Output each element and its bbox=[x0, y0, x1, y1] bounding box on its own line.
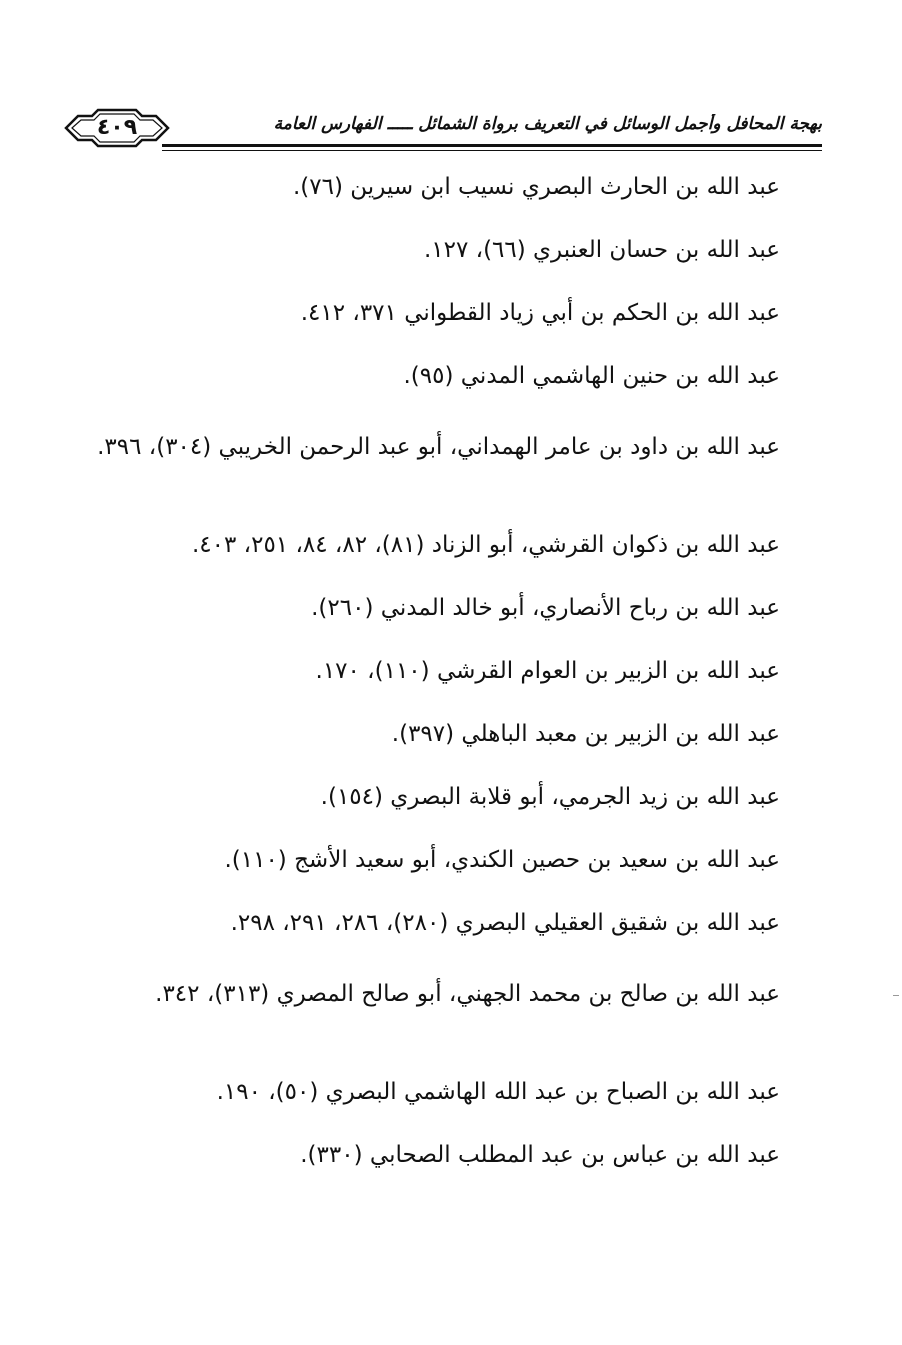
index-entry: عبد الله بن الزبير بن معبد الباهلي (٣٩٧). bbox=[391, 721, 780, 747]
header-rule bbox=[162, 144, 822, 147]
index-entry: عبد الله بن عباس بن عبد المطلب الصحابي (٣٣٠). bbox=[300, 1142, 780, 1168]
running-header bbox=[62, 102, 822, 156]
index-entry: عبد الله بن داود بن عامر الهمداني، أبو عبد الرحمن الخريبي (٣٠٤)، ٣٩٦. bbox=[97, 434, 780, 460]
index-entry: عبد الله بن الزبير بن العوام القرشي (١١٠)، ١٧٠. bbox=[315, 658, 780, 684]
index-entry: عبد الله بن رباح الأنصاري، أبو خالد المدني (٢٦٠). bbox=[311, 595, 780, 621]
index-entry: عبد الله بن الحكم بن أبي زياد القطواني ٣٧١، ٤١٢. bbox=[300, 300, 780, 326]
page-number-ornament bbox=[62, 108, 172, 148]
index-entry: عبد الله بن شقيق العقيلي البصري (٢٨٠)، ٢٨٦، ٢٩١، ٢٩٨. bbox=[230, 910, 780, 936]
margin-mark bbox=[893, 995, 899, 996]
index-entry: عبد الله بن سعيد بن حصين الكندي، أبو سعيد الأشج (١١٠). bbox=[224, 847, 780, 873]
index-entry: عبد الله بن حسان العنبري (٦٦)، ١٢٧. bbox=[423, 237, 780, 263]
index-entry: عبد الله بن صالح بن محمد الجهني، أبو صالح المصري (٣١٣)، ٣٤٢. bbox=[155, 981, 780, 1007]
index-entry: عبد الله بن الصباح بن عبد الله الهاشمي البصري (٥٠)، ١٩٠. bbox=[216, 1079, 780, 1105]
running-header-title: بهجة المحافل وأجمل الوسائل في التعريف برواة الشمائل ـــــ الفهارس العامة bbox=[273, 114, 822, 134]
index-entries bbox=[90, 172, 780, 1203]
index-entry: عبد الله بن ذكوان القرشي، أبو الزناد (٨١)، ٨٢، ٨٤، ٢٥١، ٤٠٣. bbox=[191, 532, 780, 558]
index-entry: عبد الله بن الحارث البصري نسيب ابن سيرين (٧٦). bbox=[292, 174, 780, 200]
index-entry: عبد الله بن زيد الجرمي، أبو قلابة البصري (١٥٤). bbox=[320, 784, 780, 810]
page-number: ٤٠٩ bbox=[96, 115, 138, 140]
header-rule-thin bbox=[162, 150, 822, 151]
index-entry: عبد الله بن حنين الهاشمي المدني (٩٥). bbox=[403, 363, 780, 389]
